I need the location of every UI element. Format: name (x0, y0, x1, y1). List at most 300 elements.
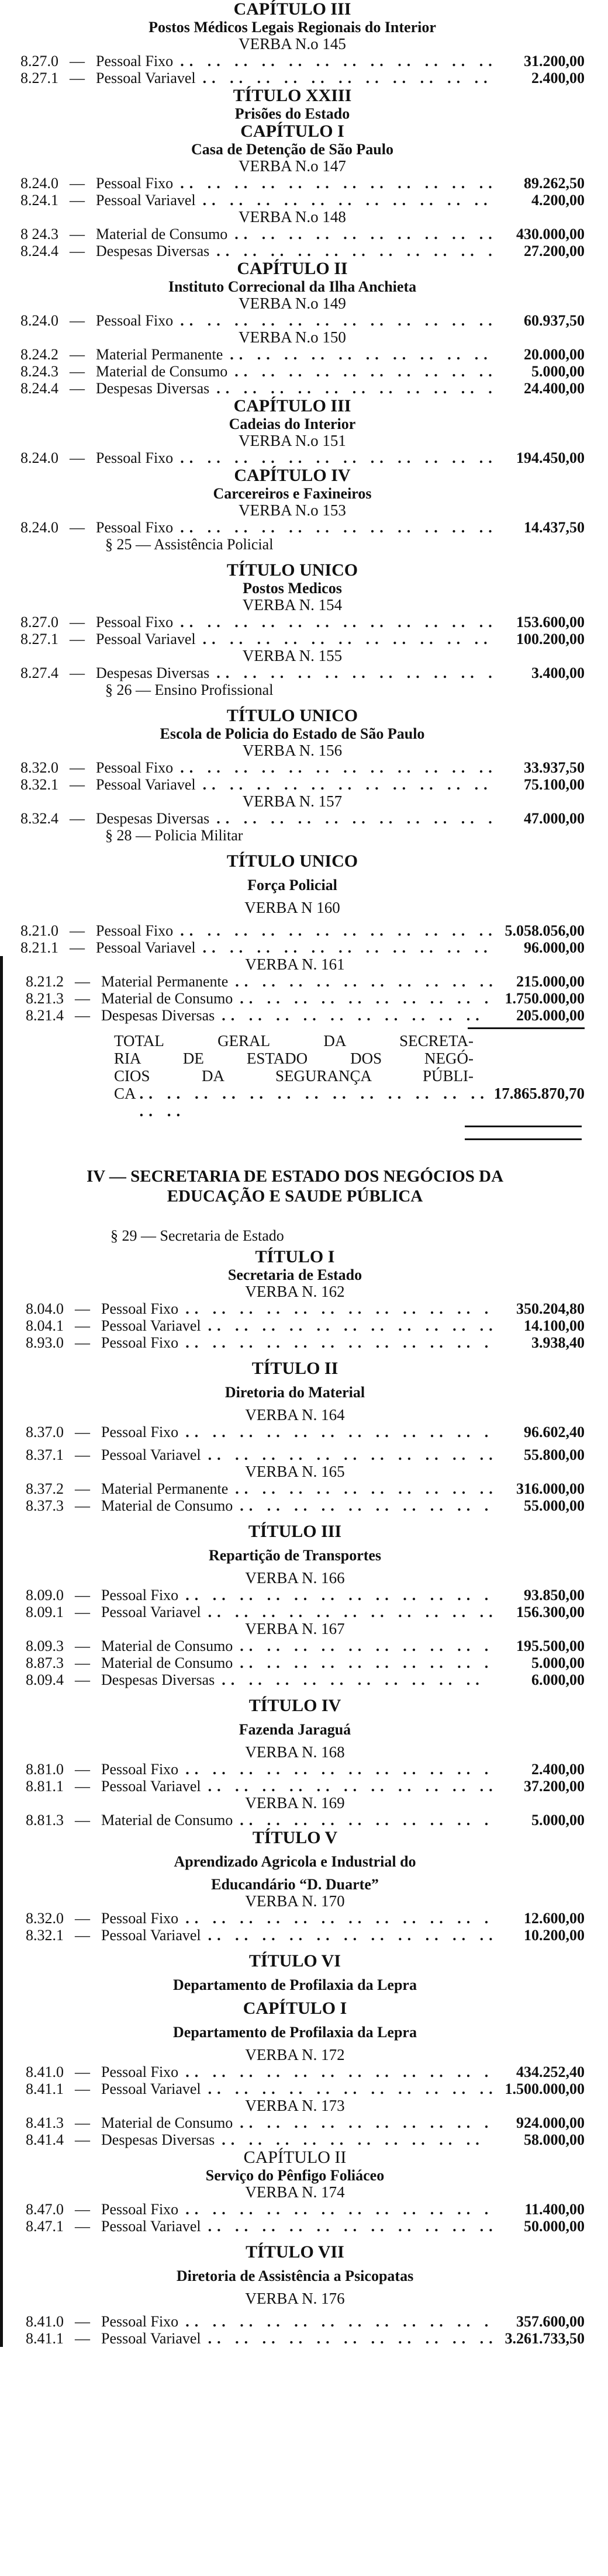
item-amount: 153.600,00 (516, 614, 585, 631)
item-label: Despesas Diversas (96, 380, 210, 397)
dot-leader (235, 1480, 492, 1497)
dash-separator: — (75, 1334, 90, 1351)
verba-heading: VERBA N. 174 (245, 2183, 345, 2201)
dot-leader (222, 1671, 492, 1688)
dash-separator: — (75, 2313, 90, 2330)
item-label: Pessoal Fixo (101, 2313, 179, 2330)
budget-line-item (5, 1927, 585, 1944)
verba-heading: VERBA N.o 151 (239, 432, 346, 449)
verba-heading: VERBA N. 156 (242, 742, 343, 759)
budget-line-item (5, 1812, 585, 1829)
item-code: 8.41.3 (26, 2114, 64, 2131)
dot-leader (240, 1812, 492, 1829)
dash-separator: — (70, 519, 85, 536)
item-amount: 37.200,00 (524, 1778, 585, 1795)
verba-heading: VERBA N. 166 (245, 1569, 345, 1587)
budget-line-item (0, 380, 585, 397)
item-label: Pessoal Fixo (101, 1761, 179, 1778)
double-rule (5, 1120, 585, 1143)
dash-separator: — (75, 2131, 90, 2148)
budget-line-item (0, 614, 585, 631)
item-amount: 24.400,00 (524, 380, 585, 397)
budget-line-item (0, 519, 585, 536)
verba-heading: VERBA N. 161 (245, 955, 345, 973)
dot-leader (203, 631, 492, 648)
dot-leader (185, 1334, 492, 1351)
item-amount: 5.000,00 (531, 1812, 585, 1829)
dash-separator: — (70, 939, 85, 956)
item-amount: 5.000,00 (531, 363, 585, 380)
dot-leader (216, 810, 492, 827)
dash-separator: — (70, 380, 85, 397)
dot-leader (216, 664, 492, 681)
item-label: Pessoal Fixo (96, 614, 174, 631)
heading-title: TÍTULO XXIII (233, 86, 352, 105)
item-amount: 156.300,00 (516, 1604, 585, 1621)
budget-line-item (0, 631, 585, 648)
total-last-line (114, 1085, 585, 1120)
budget-line-item (5, 1317, 585, 1334)
verba-heading: VERBA N. 172 (245, 2046, 345, 2063)
item-amount: 3.938,40 (531, 1334, 585, 1351)
verba-heading: VERBA N. 154 (242, 596, 343, 614)
item-label: Despesas Diversas (101, 2131, 215, 2148)
item-code: 8.81.3 (26, 1812, 64, 1829)
heading-title: CAPÍTULO II (243, 2148, 347, 2167)
item-label: Pessoal Variavel (96, 776, 196, 793)
item-amount: 3.400,00 (531, 664, 585, 681)
item-amount: 195.500,00 (516, 1637, 585, 1654)
heading-subtitle: Carcereiros e Faxineiros (213, 485, 372, 502)
item-amount: 14.100,00 (524, 1317, 585, 1334)
dot-leader (240, 1497, 492, 1514)
dot-leader (230, 346, 492, 363)
dot-leader (203, 776, 492, 793)
dash-separator: — (75, 2201, 90, 2218)
item-amount: 6.000,00 (531, 1671, 585, 1688)
item-code: 8.37.3 (26, 1497, 64, 1514)
item-label: Pessoal Fixo (101, 2201, 179, 2218)
educacao-saude-section (0, 956, 585, 2347)
item-label: Pessoal Variavel (96, 939, 196, 956)
budget-line-item (5, 1300, 585, 1317)
dash-separator: — (70, 226, 85, 243)
budget-line-item (0, 449, 585, 466)
item-code: 8.27.0 (20, 614, 58, 631)
dash-separator: — (70, 922, 85, 939)
heading-title: CAPÍTULO I (240, 122, 344, 141)
dot-leader (234, 226, 492, 243)
dash-separator: — (75, 1317, 90, 1334)
total-label-line: TOTAL GERAL DA SECRETA- (114, 1032, 474, 1050)
dash-separator: — (70, 175, 85, 192)
dash-separator: — (75, 1927, 90, 1944)
item-label: Pessoal Variavel (101, 1446, 201, 1463)
heading-subtitle: Educandário “D. Duarte” (211, 1876, 379, 1893)
paragraph-heading: § 25 — Assistência Policial (105, 536, 274, 553)
item-label: Pessoal Fixo (101, 1300, 179, 1317)
dot-leader (185, 2201, 492, 2218)
item-code: 8 24.3 (20, 226, 58, 243)
heading-title: TÍTULO UNICO (226, 560, 358, 580)
secretaria-heading (5, 1166, 585, 1206)
dot-leader (180, 449, 492, 466)
heading-subtitle: Aprendizado Agricola e Industrial do (174, 1853, 416, 1870)
item-code: 8.27.1 (20, 70, 58, 86)
item-code: 8.09.3 (26, 1637, 64, 1654)
budget-line-item (0, 664, 585, 681)
verba-heading: VERBA N. 164 (245, 1406, 345, 1424)
budget-line-item (0, 759, 585, 776)
heading-subtitle: Escola de Policia do Estado de São Paulo (160, 725, 425, 742)
item-amount: 2.400,00 (531, 1761, 585, 1778)
dash-separator: — (75, 1812, 90, 1829)
dot-leader (208, 1446, 492, 1463)
item-code: 8.81.1 (26, 1778, 64, 1795)
item-code: 8.41.0 (26, 2313, 64, 2330)
item-label: Material de Consumo (101, 2114, 233, 2131)
item-amount: 1.500.000,00 (505, 2080, 585, 2097)
budget-line-item (5, 1497, 585, 1514)
item-code: 8.27.0 (20, 53, 58, 70)
item-amount: 430.000,00 (516, 226, 585, 243)
dot-leader (208, 1927, 492, 1944)
dot-leader (234, 363, 492, 380)
dot-leader (208, 1604, 492, 1621)
item-code: 8.32.1 (20, 776, 58, 793)
dot-leader (180, 922, 492, 939)
heading-title: CAPÍTULO III (233, 0, 351, 19)
verba-heading: VERBA N. 165 (245, 1463, 345, 1480)
verba-heading: VERBA N. 168 (245, 1743, 345, 1761)
budget-line-item (5, 2114, 585, 2131)
item-amount: 434.252,40 (516, 2063, 585, 2080)
item-code: 8.24.0 (20, 449, 58, 466)
heading-subtitle: Força Policial (247, 877, 337, 894)
budget-line-item (5, 2218, 585, 2235)
heading-title: CAPÍTULO II (237, 259, 348, 278)
verba-heading: VERBA N.o 145 (239, 35, 346, 53)
budget-line-item (0, 226, 585, 243)
item-code: 8.24.0 (20, 519, 58, 536)
heading-title: TÍTULO VI (248, 1951, 341, 1971)
dash-separator: — (75, 1480, 90, 1497)
dot-leader (203, 70, 492, 86)
dash-separator: — (70, 631, 85, 648)
item-amount: 96.000,00 (524, 939, 585, 956)
item-code: 8.24.2 (20, 346, 58, 363)
verba-heading: VERBA N.o 147 (239, 157, 346, 175)
item-code: 8.47.1 (26, 2218, 64, 2235)
item-amount: 4.200,00 (531, 192, 585, 209)
budget-line-item (5, 2313, 585, 2330)
heading-subtitle: Diretoria de Assistência a Psicopatas (176, 2267, 414, 2284)
dot-leader (235, 973, 492, 990)
item-code: 8.04.0 (26, 1300, 64, 1317)
item-label: Pessoal Variavel (101, 2080, 201, 2097)
item-amount: 194.450,00 (516, 449, 585, 466)
budget-line-item (5, 2201, 585, 2218)
item-label: Pessoal Variavel (101, 2218, 201, 2235)
total-label-line: RIA DE ESTADO DOS NEGÓ- (114, 1050, 474, 1067)
item-code: 8.41.0 (26, 2063, 64, 2080)
budget-line-item (0, 53, 585, 70)
dot-leader (240, 990, 492, 1007)
dot-leader (222, 2131, 492, 2148)
item-code: 8.81.0 (26, 1761, 64, 1778)
total-amount: 17.865.870,70 (493, 1085, 585, 1102)
item-label: Pessoal Variavel (101, 1927, 201, 1944)
heading-subtitle: Fazenda Jaraguá (239, 1721, 351, 1738)
item-amount: 205.000,00 (516, 1007, 585, 1024)
grand-total (5, 1032, 585, 1120)
heading-title: TÍTULO VII (246, 2242, 344, 2262)
verba-heading: VERBA N.o 149 (239, 295, 346, 312)
dash-separator: — (75, 1761, 90, 1778)
paragraph-heading: § 26 — Ensino Profissional (105, 681, 274, 698)
item-amount: 357.600,00 (516, 2313, 585, 2330)
item-amount: 55.800,00 (524, 1446, 585, 1463)
item-label: Despesas Diversas (96, 243, 210, 259)
heading-subtitle: Instituto Correcional da Ilha Anchieta (168, 278, 417, 295)
item-amount: 75.100,00 (524, 776, 585, 793)
heading-title: TÍTULO I (255, 1247, 335, 1266)
budget-line-item (5, 1671, 585, 1688)
item-code: 8.04.1 (26, 1317, 64, 1334)
heading-title: TÍTULO UNICO (226, 851, 358, 871)
item-amount: 10.200,00 (524, 1927, 585, 1944)
dot-leader (240, 1654, 492, 1671)
budget-line-item (5, 1637, 585, 1654)
dot-leader (208, 1317, 492, 1334)
budget-line-item (5, 1480, 585, 1497)
budget-line-item (5, 2080, 585, 2097)
item-label: Despesas Diversas (101, 1671, 215, 1688)
item-label: Pessoal Fixo (96, 312, 174, 329)
dot-leader (185, 1910, 492, 1927)
item-code: 8.32.0 (26, 1910, 64, 1927)
dot-leader (140, 1085, 490, 1120)
dash-separator: — (75, 1587, 90, 1604)
verba-heading: VERBA N. 169 (245, 1794, 345, 1812)
dash-separator: — (70, 346, 85, 363)
item-amount: 11.400,00 (524, 2201, 585, 2218)
verba-heading: VERBA N.o 148 (239, 208, 346, 226)
dot-leader (222, 1007, 492, 1024)
item-code: 8.41.1 (26, 2330, 64, 2347)
item-code: 8.24.3 (20, 363, 58, 380)
dash-separator: — (70, 810, 85, 827)
budget-line-item (5, 1446, 585, 1463)
item-amount: 55.000,00 (524, 1497, 585, 1514)
item-amount: 33.937,50 (524, 759, 585, 776)
dot-leader (208, 1778, 492, 1795)
item-label: Material Permanente (101, 1480, 229, 1497)
item-code: 8.93.0 (26, 1334, 64, 1351)
heading-subtitle: Cadeias do Interior (229, 416, 356, 432)
item-label: Material de Consumo (101, 990, 233, 1007)
item-label: Material Permanente (101, 973, 229, 990)
item-amount: 27.200,00 (524, 243, 585, 259)
item-code: 8.41.1 (26, 2080, 64, 2097)
dot-leader (180, 519, 492, 536)
item-amount: 96.602,40 (524, 1424, 585, 1441)
item-code: 8.09.0 (26, 1587, 64, 1604)
total-label-line: CA (114, 1085, 136, 1102)
item-code: 8.24.0 (20, 312, 58, 329)
dash-separator: — (70, 70, 85, 86)
budget-line-item (5, 2131, 585, 2148)
budget-line-item (5, 973, 585, 990)
dot-leader (203, 192, 492, 209)
dash-separator: — (75, 1007, 90, 1024)
dot-leader (185, 1587, 492, 1604)
dot-leader (180, 53, 492, 70)
dot-leader (208, 2218, 492, 2235)
budget-line-item (0, 312, 585, 329)
budget-line-item (5, 1587, 585, 1604)
item-amount: 14.437,50 (524, 519, 585, 536)
item-label: Pessoal Fixo (101, 2063, 179, 2080)
dot-leader (240, 1637, 492, 1654)
dot-leader (208, 2330, 492, 2347)
dot-leader (185, 1300, 492, 1317)
heading-subtitle: Departamento de Profilaxia da Lepra (173, 1976, 417, 1993)
heading-title: TÍTULO II (251, 1359, 338, 1378)
dash-separator: — (75, 1424, 90, 1441)
item-code: 8.21.1 (20, 939, 58, 956)
verba-heading: VERBA N.o 153 (239, 501, 346, 519)
item-label: Material de Consumo (101, 1812, 233, 1829)
item-label: Despesas Diversas (96, 664, 210, 681)
dot-leader (208, 2080, 492, 2097)
budget-line-item (5, 2063, 585, 2080)
item-label: Material Permanente (96, 346, 223, 363)
dot-leader (185, 2063, 492, 2080)
paragraph-heading: § 28 — Policia Militar (105, 827, 243, 844)
budget-line-item (5, 1334, 585, 1351)
verba-heading: VERBA N. 162 (245, 1283, 345, 1300)
dash-separator: — (75, 1654, 90, 1671)
item-code: 8.87.3 (26, 1654, 64, 1671)
item-code: 8.09.4 (26, 1671, 64, 1688)
item-amount: 5.000,00 (531, 1654, 585, 1671)
dot-leader (180, 175, 492, 192)
dot-leader (185, 1424, 492, 1441)
sum-rule (5, 1024, 585, 1032)
budget-line-item (5, 1761, 585, 1778)
item-amount: 31.200,00 (524, 53, 585, 70)
item-label: Pessoal Variavel (101, 1604, 201, 1621)
dot-leader (216, 380, 492, 397)
dash-separator: — (75, 1300, 90, 1317)
dot-leader (180, 759, 492, 776)
item-label: Material de Consumo (96, 226, 228, 243)
item-label: Pessoal Variavel (96, 70, 196, 86)
budget-line-item (5, 1007, 585, 1024)
item-amount: 924.000,00 (516, 2114, 585, 2131)
verba-heading: VERBA N. 173 (245, 2097, 345, 2114)
item-amount: 5.058.056,00 (505, 922, 585, 939)
item-label: Pessoal Fixo (101, 1334, 179, 1351)
item-label: Pessoal Fixo (101, 1910, 179, 1927)
item-code: 8.21.2 (26, 973, 64, 990)
item-label: Pessoal Variavel (101, 2330, 201, 2347)
total-label-line: CIOS DA SEGURANÇA PÚBLI- (114, 1067, 474, 1085)
item-amount: 47.000,00 (524, 810, 585, 827)
item-amount: 20.000,00 (524, 346, 585, 363)
dot-leader (180, 614, 492, 631)
item-label: Pessoal Variavel (101, 1317, 201, 1334)
item-code: 8.41.4 (26, 2131, 64, 2148)
item-label: Pessoal Fixo (96, 759, 174, 776)
paragraph-heading: § 29 — Secretaria de Estado (110, 1227, 284, 1244)
item-amount: 89.262,50 (524, 175, 585, 192)
secretaria-heading-line: EDUCAÇÃO E SAUDE PÚBLICA (167, 1187, 423, 1206)
budget-line-item (0, 776, 585, 793)
dash-separator: — (70, 363, 85, 380)
heading-subtitle: Casa de Detenção de São Paulo (191, 141, 393, 158)
item-amount: 100.200,00 (516, 631, 585, 648)
heading-title: TÍTULO IV (248, 1696, 341, 1715)
verba-heading: VERBA N. 170 (245, 1892, 345, 1910)
item-label: Pessoal Fixo (96, 175, 174, 192)
item-code: 8.24.0 (20, 175, 58, 192)
budget-line-item (0, 70, 585, 86)
item-code: 8.32.4 (20, 810, 58, 827)
dash-separator: — (75, 1671, 90, 1688)
budget-line-item (0, 175, 585, 192)
heading-subtitle: Serviço do Pênfigo Foliáceo (205, 2167, 385, 2184)
heading-subtitle: Postos Medicos (243, 580, 342, 597)
item-amount: 93.850,00 (524, 1587, 585, 1604)
budget-line-item (5, 1778, 585, 1795)
item-amount: 60.937,50 (524, 312, 585, 329)
heading-title: TÍTULO V (252, 1828, 338, 1847)
dash-separator: — (70, 192, 85, 209)
item-label: Pessoal Variavel (96, 631, 196, 648)
dash-separator: — (75, 1910, 90, 1927)
budget-line-item (0, 192, 585, 209)
dot-leader (216, 243, 492, 259)
item-label: Pessoal Fixo (96, 519, 174, 536)
dash-separator: — (75, 1604, 90, 1621)
item-label: Material de Consumo (101, 1497, 233, 1514)
secretaria-heading-line: IV — SECRETARIA DE ESTADO DOS NEGÓCIOS DA (86, 1167, 504, 1186)
seguranca-publica-section (0, 0, 585, 956)
item-code: 8.21.3 (26, 990, 64, 1007)
heading-title: CAPÍTULO I (243, 1999, 347, 2018)
item-label: Pessoal Fixo (96, 53, 174, 70)
item-amount: 3.261.733,50 (505, 2330, 585, 2347)
budget-line-item (5, 1654, 585, 1671)
item-label: Pessoal Variavel (101, 1778, 201, 1795)
dash-separator: — (70, 243, 85, 259)
item-amount: 58.000,00 (524, 2131, 585, 2148)
item-label: Pessoal Fixo (96, 922, 174, 939)
verba-heading: VERBA N. 176 (245, 2290, 345, 2307)
item-label: Pessoal Fixo (101, 1424, 179, 1441)
item-code: 8.21.0 (20, 922, 58, 939)
budget-line-item (0, 810, 585, 827)
heading-subtitle: Departamento de Profilaxia da Lepra (173, 2024, 417, 2041)
dash-separator: — (70, 759, 85, 776)
item-label: Despesas Diversas (101, 1007, 215, 1024)
dot-leader (203, 939, 492, 956)
verba-heading: VERBA N. 167 (245, 1620, 345, 1637)
item-amount: 2.400,00 (531, 70, 585, 86)
item-label: Pessoal Fixo (96, 449, 174, 466)
